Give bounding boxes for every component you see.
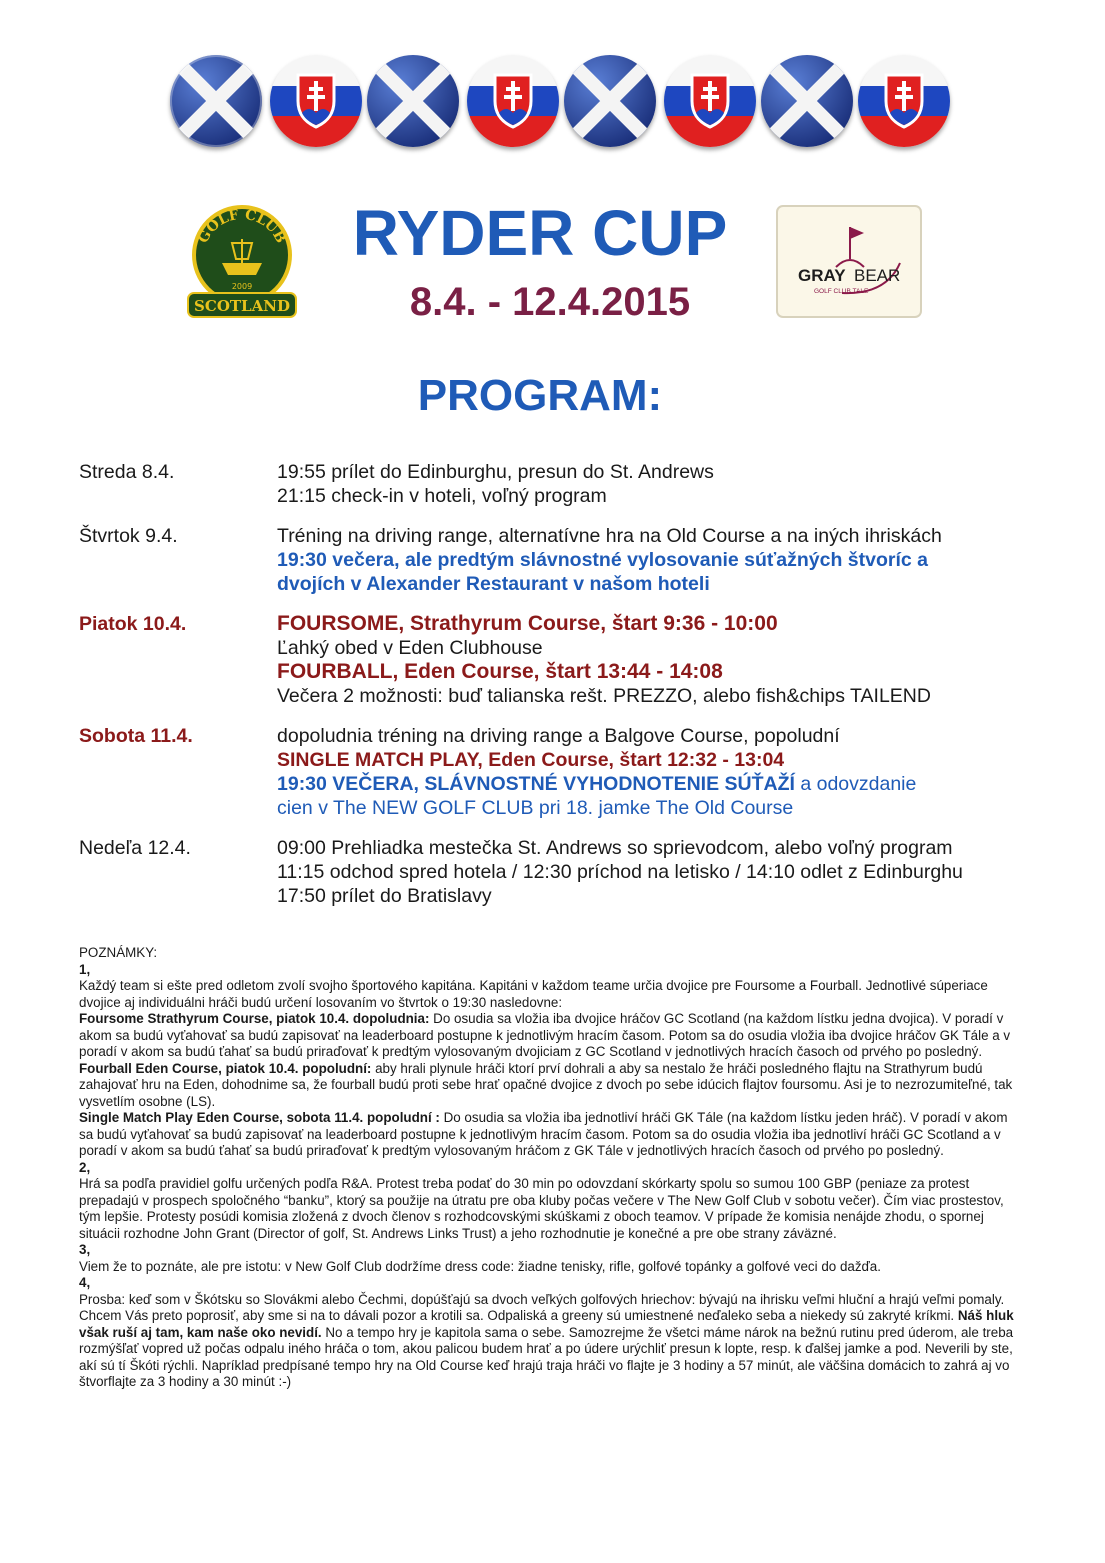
note-paragraph: Každý team si ešte pred odletom zvolí svojho športového kapitána. Kapitáni v každom teame určia dvojice pre Foursome a Fourball. Jednotlivé súperiace dvojice aj individuálni hráči budú určení losovaním vo štvrtok o 19:30 nasledovne: xyxy=(79,978,988,1010)
note-paragraph xyxy=(79,1011,1019,1061)
day-label: Streda 8.4. xyxy=(79,461,175,483)
schedule-line: SINGLE MATCH PLAY, Eden Course, štart 12:32 - 13:04 xyxy=(277,749,785,771)
schedule-line-bold: 19:30 VEČERA, SLÁVNOSTNÉ VYHODNOTENIE SÚŤAŽÍ xyxy=(277,773,795,795)
note-paragraph: Hrá sa podľa pravidiel golfu určených podľa R&A. Protest treba podať do 30 min po odovzdaní skórkarty spolu so sumou 100 GBP (peniaze za protest prepadajú v prospech spoločného “banku”, ktorý sa použije na útratu pre oba kluby počas večere v The New Golf Club v sobotu večer). Čím viac prostestov, tým lepšie. Protesty posúdi komisia zložená z dvoch členov s rozhodcovskými skúškami z oboch teamov. V prípade že komisia nenájde zhodu, o spornej situácii rozhodne John Grant (Director of golf, St. Andrews Links Trust) a jeho rozhodnutie je konečné a pre obe strany záväzné. xyxy=(79,1176,1004,1241)
day-label: Nedeľa 12.4. xyxy=(79,837,191,859)
schedule-day-wednesday xyxy=(79,460,1039,508)
schedule-line: cien v The NEW GOLF CLUB pri 18. jamke The Old Course xyxy=(277,797,794,819)
day-label: Štvrtok 9.4. xyxy=(79,525,178,547)
svg-text:GOLF CLUB: GOLF CLUB xyxy=(195,206,289,246)
schedule-day-saturday xyxy=(79,724,1039,820)
svg-text:GOLF CLUB TALE: GOLF CLUB TALE xyxy=(814,288,869,295)
schedule-line: Tréning na driving range, alternatívne hra na Old Course a na iných ihriskách xyxy=(277,525,942,547)
note-subheading: Fourball Eden Course, piatok 10.4. popoludní: xyxy=(79,1060,372,1076)
notes-heading: POZNÁMKY: xyxy=(79,945,158,960)
note-paragraph xyxy=(79,1061,1019,1111)
note-emphasis: Náš hluk však ruší aj tam, kam naše oko nevidí. xyxy=(79,1308,1014,1340)
golf-club-scotland-logo xyxy=(186,205,298,320)
note-subheading: Foursome Strathyrum Course, piatok 10.4. dopoludnia: xyxy=(79,1011,430,1026)
schedule-day-sunday xyxy=(79,836,1039,908)
note-text: Do osudia sa vložia iba jednotliví hráči GK Tále (na každom lístku jeden hráč). V poradí v akom sa budú vyťahovať sa budú zapisovať na leaderboard postupne k jednotlivým hracím časom. Potom sa do osudia vložia iba jednotliví hráči GC Scotland a v poradí v akom sa budú ťahať sa budú priraďovať k predtým vylosovaným hráčom z GK Tále v jednotlivých hracích časoch od prvého po posledný. xyxy=(79,1110,1008,1158)
scotland-golf-ball-icon xyxy=(367,55,459,147)
slovakia-golf-ball-icon xyxy=(664,55,756,147)
note-text: aby hrali plynule hráči ktorí prví dohrali a aby sa nestalo že hráči posledného flajtu na Strathyrum budú zahajovať hru na Eden, dohodnime sa, že fourball budú proti sebe hrať opačné dvojice z dvoch po sebe idúcich flajtov foursomu. Asi je to nezrozumiteľné, tak vysvetlím osobne (LS). xyxy=(79,1060,1013,1109)
note-paragraph: Viem že to poznáte, ale pre istotu: v New Golf Club dodržíme dress code: žiadne tenisky, rifle, golfové topánky a golfové veci do dažďa. xyxy=(79,1258,881,1274)
svg-text:BEAR: BEAR xyxy=(854,266,901,285)
note-text: Prosba: keď som v Škótsku so Slovákmi alebo Čechmi, dopúšťajú sa dvoch veľkých golfových hriechov: bývajú na ihrisku veľmi hluční a hrajú veľmi pomaly. Chcem Vás preto poprosiť, aby sme si na to dávali pozor a krotili sa. Odpaliská a greeny sú umiestnené neďaleko seba a niekedy sú zakryté kríkmi. xyxy=(79,1291,1005,1323)
svg-text:GRAY: GRAY xyxy=(798,266,846,285)
day-label: Piatok 10.4. xyxy=(79,613,187,635)
slovakia-golf-ball-icon xyxy=(858,55,950,147)
event-date: 8.4. - 12.4.2015 xyxy=(409,280,691,324)
day-label: Sobota 11.4. xyxy=(79,725,193,747)
slovakia-golf-ball-icon xyxy=(467,55,559,147)
schedule-line: 19:55 prílet do Edinburghu, presun do St. Andrews xyxy=(277,461,714,483)
note-number: 3, xyxy=(79,1242,91,1257)
scotland-golf-ball-icon xyxy=(564,55,656,147)
svg-text:2009: 2009 xyxy=(231,282,253,291)
note-number: 2, xyxy=(79,1159,91,1175)
schedule-line: FOURBALL, Eden Course, štart 13:44 - 14:08 xyxy=(277,660,723,683)
svg-text:SCOTLAND: SCOTLAND xyxy=(194,297,290,315)
scotland-golf-ball-icon xyxy=(761,55,853,147)
schedule-line: Večera 2 možnosti: buď talianska rešt. PREZZO, alebo fish&chips TAILEND xyxy=(277,685,931,707)
page-title: RYDER CUP xyxy=(352,197,728,269)
golf-balls-row xyxy=(170,55,950,153)
schedule-day-friday xyxy=(79,612,1039,708)
note-paragraph xyxy=(79,1292,1019,1391)
schedule-line: 21:15 check-in v hoteli, voľný program xyxy=(277,485,607,507)
note-text: Do osudia sa vložia iba dvojice hráčov GC Scotland (na každom lístku jedna dvojica). V poradí v akom sa budú vyťahovať sa budú zapisovať na leaderboard postupne k jednotlivým hracím časom. Potom sa do osudia vložia iba dvojice hráčov GK Tále a v poradí v akom sa budú ťahať sa budú priraďovať k predtým vylosovaným dvojiciam z GC Scotland v jednotlivých hracích časoch od prvého po posledný. xyxy=(79,1011,1011,1059)
notes-section xyxy=(79,945,1019,1391)
schedule-line: dvojích v Alexander Restaurant v našom hoteli xyxy=(277,573,710,595)
note-text: No a tempo hry je kapitola sama o sebe. Samozrejme že všetci máme nárok na bežnú rutinu pred úderom, ale treba rozmýšľať vopred už počas odpalu iného hráča o tom, akou palicou budem hrať a po údere urýchliť presun k lopte, resp. k ďalšej jamke a pod. Neverili by ste, akí sú tí Škóti rýchli. Napríklad predpísané tempo hry na Old Course keď hrajú traja hráči vo flajte je 3 hodiny a 57 minút, ale väčšina domácich to zahrá aj vo štvorflajte za 3 hodiny a 30 minút :-) xyxy=(79,1324,1014,1389)
schedule-line-rest: a odovzdanie xyxy=(794,773,917,795)
schedule-day-thursday xyxy=(79,524,1039,596)
program-heading: PROGRAM: xyxy=(417,371,663,420)
schedule-line: FOURSOME, Strathyrum Course, štart 9:36 - 10:00 xyxy=(277,612,778,635)
schedule-line: dopoludnia tréning na driving range a Balgove Course, popoludní xyxy=(277,725,840,747)
schedule xyxy=(79,460,1039,924)
schedule-line: 09:00 Prehliadka mestečka St. Andrews so sprievodcom, alebo voľný program xyxy=(277,837,953,859)
note-number: 1, xyxy=(79,961,91,977)
schedule-line: 11:15 odchod spred hotela / 12:30 príchod na letisko / 14:10 odlet z Edinburghu xyxy=(277,861,963,883)
note-number: 4, xyxy=(79,1275,91,1290)
scotland-golf-ball-icon xyxy=(170,55,262,147)
note-subheading: Single Match Play Eden Course, sobota 11.4. popoludní : xyxy=(79,1110,440,1125)
schedule-line: 19:30 večera, ale predtým slávnostné vylosovanie súťažných štvoríc a xyxy=(277,549,928,571)
note-paragraph xyxy=(79,1110,1019,1160)
schedule-line: Ľahký obed v Eden Clubhouse xyxy=(277,637,543,659)
schedule-line: 17:50 prílet do Bratislavy xyxy=(277,885,492,907)
slovakia-golf-ball-icon xyxy=(270,55,362,147)
